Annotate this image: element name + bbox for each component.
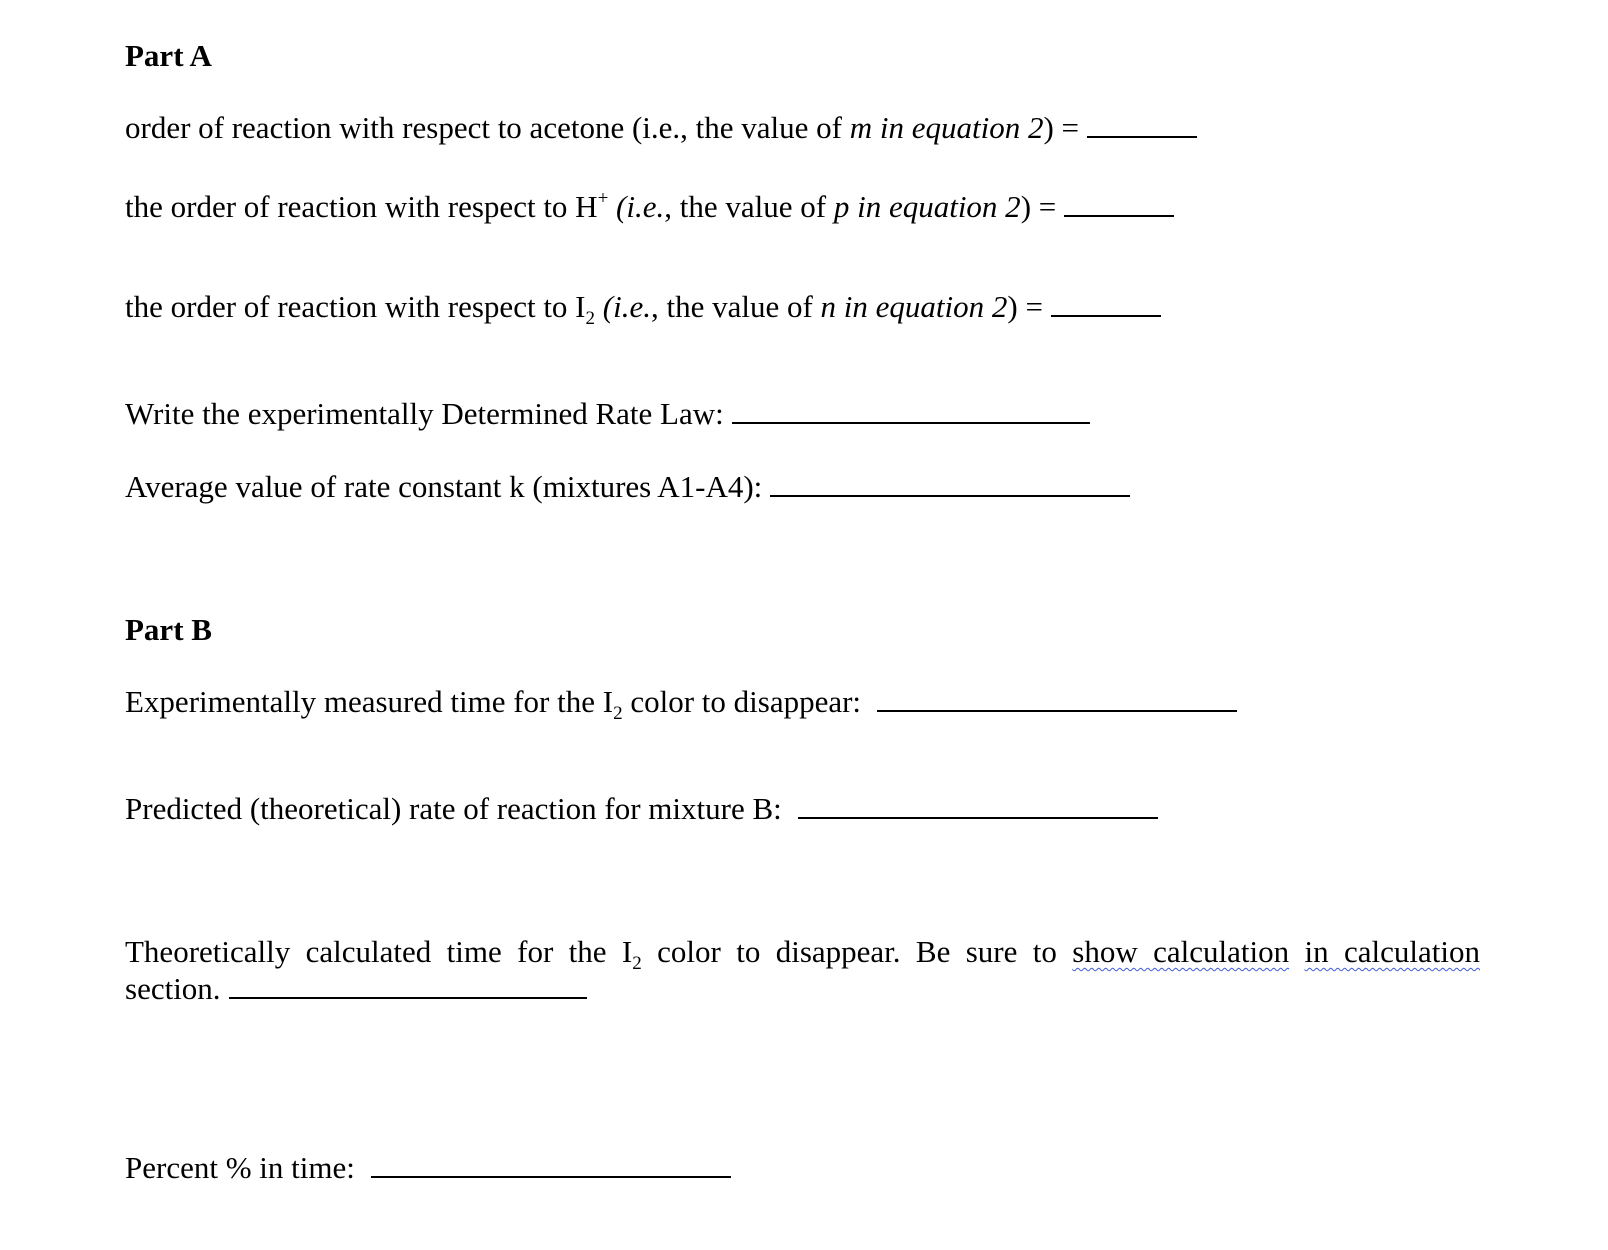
- answer-blank-rate-law[interactable]: [732, 402, 1090, 424]
- answer-blank-i2[interactable]: [1051, 295, 1161, 317]
- italic-text: in equation 2: [872, 110, 1044, 145]
- question-measured-time: [125, 683, 1237, 733]
- question-text: Average value of rate constant k (mixtures A1-A4):: [125, 469, 763, 504]
- question-theoretical-time-cont: [125, 970, 587, 1008]
- question-text: Write the experimentally Determined Rate Law:: [125, 396, 724, 431]
- answer-blank-predicted-rate[interactable]: [798, 797, 1158, 819]
- answer-blank-measured-time[interactable]: [877, 690, 1237, 712]
- question-rate-law: [125, 395, 1090, 433]
- answer-blank-rate-constant[interactable]: [770, 475, 1130, 497]
- question-text: section.: [125, 971, 221, 1006]
- answer-blank-percent-time[interactable]: [371, 1156, 731, 1178]
- subscript: 2: [613, 703, 623, 724]
- question-end: ) =: [1020, 189, 1057, 224]
- question-percent-time: [125, 1149, 731, 1187]
- subscript: 2: [632, 953, 642, 974]
- part-a-heading: Part A: [125, 38, 212, 73]
- grammar-flagged-text: in calculation: [1304, 934, 1480, 969]
- question-text: the order of reaction with respect to I: [125, 289, 586, 324]
- question-end: color to disappear:: [622, 684, 862, 719]
- question-text: Percent % in time:: [125, 1150, 355, 1185]
- answer-blank-theoretical-time[interactable]: [229, 977, 587, 999]
- answer-blank-h[interactable]: [1064, 195, 1174, 217]
- spacer-text: [1289, 934, 1304, 969]
- part-b-heading: Part B: [125, 612, 212, 647]
- question-text: the order of reaction with respect to H: [125, 189, 598, 224]
- question-i2-order: [125, 288, 1161, 338]
- variable: n: [820, 289, 837, 324]
- question-text: Theoretically calculated time for the I: [125, 934, 633, 969]
- question-predicted-rate: [125, 790, 1158, 828]
- grammar-flagged-text: show calculation: [1072, 934, 1290, 969]
- question-text: Predicted (theoretical) rate of reaction for mixture B:: [125, 791, 782, 826]
- question-acetone-order: [125, 109, 1197, 147]
- question-end: ) =: [1043, 110, 1080, 145]
- question-text-mid: color to disappear. Be sure to: [641, 934, 1073, 969]
- italic-text: (i.e.: [608, 189, 665, 224]
- italic-text: (i.e.: [595, 289, 651, 324]
- question-text-mid: , the value of: [664, 189, 834, 224]
- subscript: 2: [585, 308, 596, 329]
- question-text: order of reaction with respect to acetone (i.e., the value of: [125, 110, 850, 145]
- italic-text: in equation 2: [836, 289, 1008, 324]
- question-rate-constant: [125, 468, 1130, 506]
- answer-blank-acetone[interactable]: [1087, 116, 1197, 138]
- variable: p: [833, 189, 850, 224]
- superscript: +: [597, 188, 609, 209]
- question-h-order: [125, 180, 1174, 226]
- question-text: Experimentally measured time for the I: [125, 684, 614, 719]
- question-end: ) =: [1007, 289, 1043, 324]
- question-text-mid: , the value of: [650, 289, 821, 324]
- italic-text: in equation 2: [849, 189, 1021, 224]
- variable: m: [849, 110, 873, 145]
